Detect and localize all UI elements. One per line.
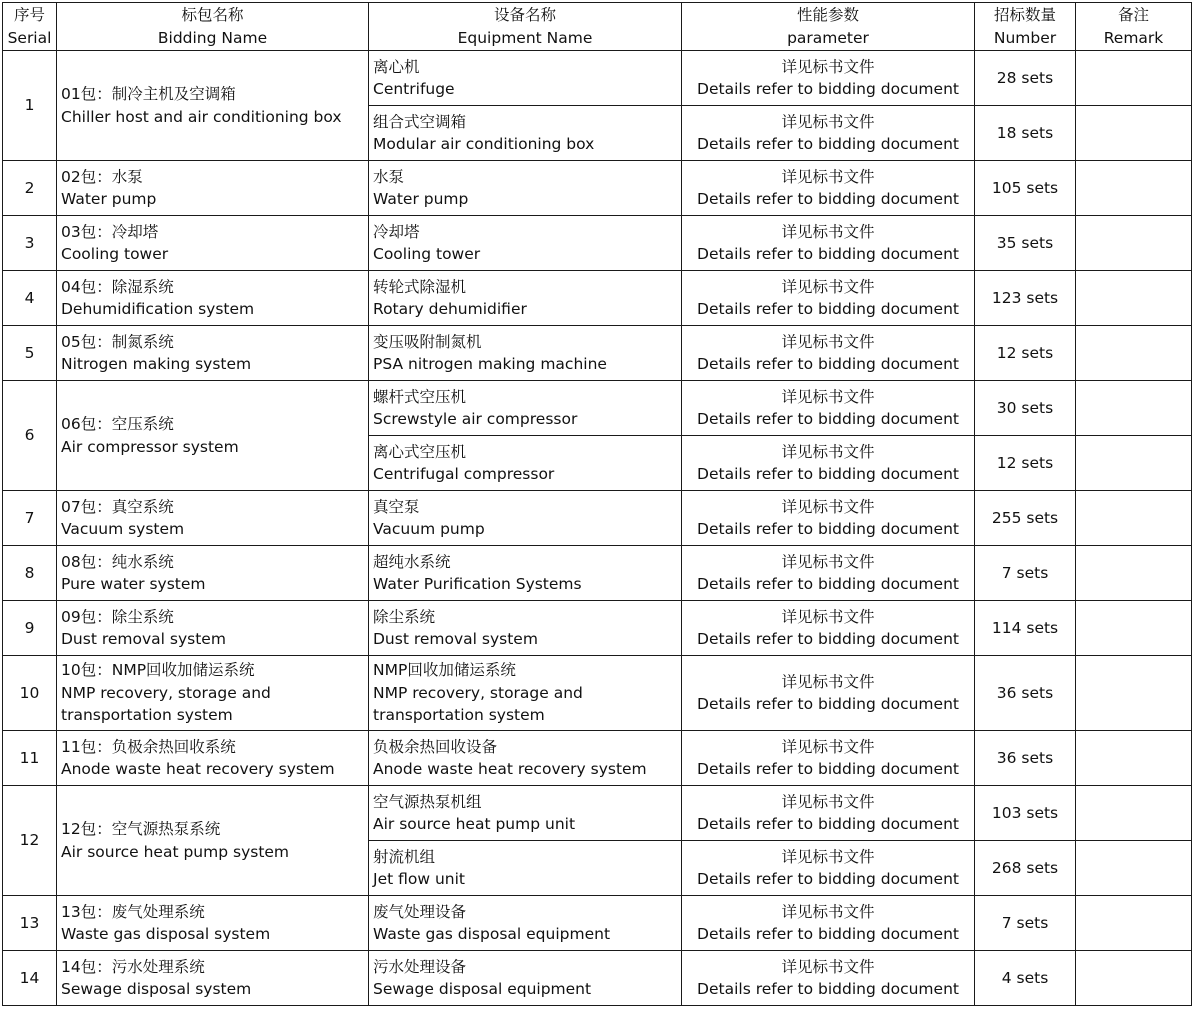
equipment-name-cell (369, 786, 682, 841)
remark-cell (1076, 786, 1192, 841)
parameter-cell (682, 786, 975, 841)
parameter-en: Details refer to bidding document (697, 300, 959, 318)
equipment-name-en: Vacuum pump (373, 520, 485, 538)
parameter-zh: 详见标书文件 (781, 902, 875, 921)
remark-cell (1076, 656, 1192, 731)
serial-cell (3, 491, 57, 546)
equipment-name-cell (369, 436, 682, 491)
equipment-name-en: Water Purification Systems (373, 575, 582, 593)
remark-cell (1076, 106, 1192, 161)
bidding-name-cell (57, 896, 369, 951)
number-cell (975, 216, 1076, 271)
parameter-en: Details refer to bidding document (697, 980, 959, 998)
bidding-name-zh: 02包：水泵 (61, 167, 143, 186)
equipment-name-zh: 螺杆式空压机 (373, 387, 467, 406)
parameter-en: Details refer to bidding document (697, 520, 959, 538)
parameter-zh: 详见标书文件 (781, 847, 875, 866)
equipment-name-cell (369, 51, 682, 106)
serial-number: 8 (24, 563, 35, 582)
parameter-zh: 详见标书文件 (781, 792, 875, 811)
bidding-name-en: Air source heat pump system (61, 842, 290, 861)
bidding-name-en: Nitrogen making system (61, 355, 252, 373)
equipment-name-zh: 冷却塔 (373, 222, 420, 241)
number-value: 7 sets (1001, 913, 1049, 932)
table-row (3, 896, 1192, 951)
serial-number: 3 (24, 233, 35, 252)
equipment-name-zh: 超纯水系统 (373, 552, 451, 571)
bidding-name-zh: 04包：除湿系统 (61, 277, 174, 296)
bidding-name-en: Dehumidification system (61, 300, 255, 318)
parameter-cell (682, 271, 975, 326)
equipment-name-zh: 除尘系统 (373, 607, 436, 626)
serial-number: 4 (24, 288, 35, 307)
remark-cell (1076, 271, 1192, 326)
equipment-name-zh: NMP回收加储运系统 (373, 661, 516, 680)
parameter-zh: 详见标书文件 (781, 957, 875, 976)
serial-cell (3, 601, 57, 656)
bidding-name-zh: 03包：冷却塔 (61, 222, 159, 241)
table-row (3, 161, 1192, 216)
bidding-name-zh: 11包：负极余热回收系统 (61, 737, 236, 756)
number-value: 114 sets (991, 618, 1059, 637)
remark-cell (1076, 216, 1192, 271)
parameter-cell (682, 731, 975, 786)
number-value: 103 sets (991, 803, 1059, 822)
number-cell (975, 601, 1076, 656)
bidding-name-zh: 01包：制冷主机及空调箱 (61, 85, 236, 103)
equipment-name-cell (369, 216, 682, 271)
table-row (3, 271, 1192, 326)
equipment-name-zh: 转轮式除湿机 (373, 277, 467, 296)
number-cell (975, 896, 1076, 951)
parameter-en: Details refer to bidding document (697, 355, 959, 373)
table-row (3, 546, 1192, 601)
number-cell (975, 491, 1076, 546)
bidding-name-zh: 12包：空气源热泵系统 (61, 820, 221, 838)
bidding-name-cell (57, 326, 369, 381)
parameter-cell (682, 106, 975, 161)
number-value: 28 sets (996, 68, 1054, 87)
equipment-name-en: Anode waste heat recovery system (373, 760, 647, 778)
parameter-cell (682, 601, 975, 656)
parameter-zh: 详见标书文件 (781, 332, 875, 351)
remark-cell (1076, 841, 1192, 896)
bidding-name-cell (57, 381, 369, 491)
number-value: 105 sets (991, 178, 1059, 197)
number-cell (975, 731, 1076, 786)
number-cell (975, 656, 1076, 731)
equipment-name-cell (369, 601, 682, 656)
equipment-name-zh: 变压吸附制氮机 (373, 332, 482, 351)
parameter-zh: 详见标书文件 (781, 222, 875, 241)
serial-number: 12 (19, 831, 40, 850)
equipment-name-en: Centrifugal compressor (373, 465, 555, 483)
parameter-en: Details refer to bidding document (697, 190, 959, 208)
parameter-cell (682, 841, 975, 896)
equipment-name-cell (369, 951, 682, 1006)
table-row (3, 216, 1192, 271)
number-value: 30 sets (996, 398, 1054, 417)
parameter-cell (682, 951, 975, 1006)
parameter-en: Details refer to bidding document (697, 815, 959, 833)
bidding-name-cell (57, 271, 369, 326)
table-row (3, 491, 1192, 546)
bidding-name-en: Water pump (61, 190, 157, 208)
serial-number: 7 (24, 508, 35, 527)
remark-cell (1076, 546, 1192, 601)
equipment-name-zh: 污水处理设备 (373, 957, 467, 976)
equipment-name-en: Jet flow unit (373, 870, 465, 888)
parameter-zh: 详见标书文件 (781, 277, 875, 296)
equipment-name-en: Air source heat pump unit (373, 815, 576, 833)
parameter-cell (682, 896, 975, 951)
table-row (3, 326, 1192, 381)
serial-cell (3, 326, 57, 381)
parameter-cell (682, 491, 975, 546)
remark-cell (1076, 51, 1192, 106)
equipment-name-zh: 水泵 (373, 167, 405, 186)
bidding-name-en: Cooling tower (61, 245, 169, 263)
number-cell (975, 841, 1076, 896)
equipment-name-zh: 离心机 (373, 57, 420, 76)
bidding-name-zh: 08包：纯水系统 (61, 552, 174, 571)
parameter-zh: 详见标书文件 (781, 497, 875, 516)
equipment-name-cell (369, 271, 682, 326)
remark-cell (1076, 381, 1192, 436)
bidding-name-en: Waste gas disposal system (61, 925, 271, 943)
bidding-name-en: Anode waste heat recovery system (61, 760, 335, 778)
parameter-cell (682, 381, 975, 436)
parameter-en: Details refer to bidding document (697, 925, 959, 943)
serial-cell (3, 161, 57, 216)
bidding-name-cell (57, 216, 369, 271)
remark-cell (1076, 601, 1192, 656)
equipment-name-en: Rotary dehumidifier (373, 300, 527, 318)
number-cell (975, 106, 1076, 161)
equipment-name-cell (369, 896, 682, 951)
equipment-name-cell (369, 326, 682, 381)
serial-cell (3, 216, 57, 271)
parameter-cell (682, 161, 975, 216)
serial-number: 2 (24, 178, 35, 197)
bidding-name-en: Sewage disposal system (61, 980, 252, 998)
remark-cell (1076, 326, 1192, 381)
equipment-name-zh: 真空泵 (373, 497, 420, 516)
number-cell (975, 161, 1076, 216)
serial-number: 9 (24, 618, 35, 637)
serial-cell (3, 271, 57, 326)
parameter-zh: 详见标书文件 (781, 112, 875, 131)
parameter-en: Details refer to bidding document (697, 870, 959, 888)
bidding-name-cell (57, 786, 369, 896)
number-value: 7 sets (1001, 563, 1049, 582)
number-value: 36 sets (996, 748, 1054, 767)
equipment-name-cell (369, 841, 682, 896)
table-body (3, 51, 1192, 1006)
table-row (3, 786, 1192, 841)
parameter-zh: 详见标书文件 (781, 57, 875, 76)
equipment-name-en: Screwstyle air compressor (373, 410, 578, 428)
equipment-name-en: Modular air conditioning box (373, 135, 595, 153)
number-cell (975, 436, 1076, 491)
parameter-cell (682, 656, 975, 731)
parameter-en: Details refer to bidding document (697, 80, 959, 98)
number-value: 18 sets (996, 123, 1054, 142)
parameter-zh: 详见标书文件 (781, 552, 875, 571)
header-row (3, 3, 1192, 51)
parameter-en: Details refer to bidding document (697, 695, 959, 713)
equipment-name-cell (369, 731, 682, 786)
table-row (3, 656, 1192, 731)
number-cell (975, 951, 1076, 1006)
bidding-name-cell (57, 951, 369, 1006)
serial-cell (3, 786, 57, 896)
serial-number: 6 (24, 426, 35, 445)
parameter-zh: 详见标书文件 (781, 607, 875, 626)
serial-cell (3, 51, 57, 161)
equipment-name-cell (369, 546, 682, 601)
table-row (3, 601, 1192, 656)
equipment-name-cell (369, 106, 682, 161)
parameter-zh: 详见标书文件 (781, 672, 875, 691)
number-cell (975, 546, 1076, 601)
parameter-zh: 详见标书文件 (781, 167, 875, 186)
remark-cell (1076, 161, 1192, 216)
number-cell (975, 51, 1076, 106)
serial-cell (3, 381, 57, 491)
serial-cell (3, 656, 57, 731)
table-row (3, 51, 1192, 106)
bidding-name-cell (57, 51, 369, 161)
number-cell (975, 381, 1076, 436)
parameter-en: Details refer to bidding document (697, 245, 959, 263)
parameter-cell (682, 546, 975, 601)
parameter-zh: 详见标书文件 (781, 387, 875, 406)
bidding-name-cell (57, 656, 369, 731)
remark-cell (1076, 731, 1192, 786)
equipment-name-en: Dust removal system (373, 630, 538, 648)
bidding-name-cell (57, 546, 369, 601)
table-row (3, 731, 1192, 786)
header-parameter: 性能参数 parameter (682, 3, 975, 51)
equipment-name-en: Water pump (373, 190, 469, 208)
bidding-name-zh: 10包：NMP回收加储运系统 (61, 661, 255, 680)
parameter-en: Details refer to bidding document (697, 630, 959, 648)
bidding-name-en: Dust removal system (61, 630, 226, 648)
bidding-name-cell (57, 731, 369, 786)
remark-cell (1076, 951, 1192, 1006)
bidding-name-en: Vacuum system (61, 520, 185, 538)
bidding-name-zh: 06包：空压系统 (61, 415, 174, 433)
serial-number: 10 (19, 683, 40, 702)
parameter-en: Details refer to bidding document (697, 575, 959, 593)
number-cell (975, 271, 1076, 326)
number-value: 12 sets (996, 453, 1054, 472)
number-cell (975, 786, 1076, 841)
bidding-name-zh: 05包：制氮系统 (61, 332, 174, 351)
parameter-cell (682, 51, 975, 106)
bidding-name-en: Chiller host and air conditioning box (61, 107, 342, 126)
number-value: 36 sets (996, 683, 1054, 702)
bidding-name-zh: 07包：真空系统 (61, 497, 174, 516)
table-row (3, 951, 1192, 1006)
equipment-name-zh: 离心式空压机 (373, 442, 467, 461)
table-row (3, 381, 1192, 436)
serial-number: 14 (19, 968, 40, 987)
equipment-name-en: Waste gas disposal equipment (373, 925, 611, 943)
number-value: 4 sets (1001, 968, 1049, 987)
equipment-name-zh: 射流机组 (373, 847, 436, 866)
bidding-name-cell (57, 491, 369, 546)
header-number: 招标数量 Number (975, 3, 1076, 51)
parameter-en: Details refer to bidding document (697, 760, 959, 778)
bidding-name-en: Pure water system (61, 575, 206, 593)
header-remark: 备注 Remark (1076, 3, 1192, 51)
header-bidding-name: 标包名称 Bidding Name (57, 3, 369, 51)
equipment-name-en: PSA nitrogen making machine (373, 355, 607, 373)
bidding-name-cell (57, 161, 369, 216)
bidding-name-zh: 14包：污水处理系统 (61, 957, 205, 976)
parameter-cell (682, 326, 975, 381)
serial-cell (3, 731, 57, 786)
header-equipment-name: 设备名称 Equipment Name (369, 3, 682, 51)
equipment-name-cell (369, 491, 682, 546)
serial-number: 11 (19, 748, 40, 767)
serial-number: 13 (19, 913, 40, 932)
equipment-name-en: NMP recovery, storage and transportation system (373, 683, 583, 725)
number-value: 35 sets (996, 233, 1054, 252)
equipment-name-zh: 组合式空调箱 (373, 112, 467, 131)
serial-number: 5 (24, 343, 35, 362)
equipment-name-en: Cooling tower (373, 245, 481, 263)
parameter-en: Details refer to bidding document (697, 135, 959, 153)
bidding-table (2, 2, 1192, 1006)
serial-cell (3, 896, 57, 951)
equipment-name-en: Sewage disposal equipment (373, 980, 592, 998)
equipment-name-zh: 负极余热回收设备 (373, 737, 498, 756)
parameter-cell (682, 436, 975, 491)
bidding-name-en: NMP recovery, storage and transportation system (61, 683, 271, 725)
bidding-name-zh: 09包：除尘系统 (61, 607, 174, 626)
serial-number: 1 (24, 96, 35, 115)
equipment-name-zh: 废气处理设备 (373, 902, 467, 921)
parameter-zh: 详见标书文件 (781, 442, 875, 461)
equipment-name-cell (369, 381, 682, 436)
serial-cell (3, 546, 57, 601)
parameter-cell (682, 216, 975, 271)
equipment-name-zh: 空气源热泵机组 (373, 792, 482, 811)
serial-cell (3, 951, 57, 1006)
parameter-en: Details refer to bidding document (697, 465, 959, 483)
bidding-name-zh: 13包：废气处理系统 (61, 902, 205, 921)
number-cell (975, 326, 1076, 381)
bidding-name-en: Air compressor system (61, 437, 239, 456)
equipment-name-cell (369, 161, 682, 216)
remark-cell (1076, 491, 1192, 546)
parameter-en: Details refer to bidding document (697, 410, 959, 428)
parameter-zh: 详见标书文件 (781, 737, 875, 756)
number-value: 268 sets (991, 858, 1059, 877)
remark-cell (1076, 436, 1192, 491)
bidding-name-cell (57, 601, 369, 656)
number-value: 123 sets (991, 288, 1059, 307)
remark-cell (1076, 896, 1192, 951)
number-value: 255 sets (991, 508, 1059, 527)
header-serial: 序号 Serial (3, 3, 57, 51)
equipment-name-en: Centrifuge (373, 80, 455, 98)
number-value: 12 sets (996, 343, 1054, 362)
equipment-name-cell (369, 656, 682, 731)
